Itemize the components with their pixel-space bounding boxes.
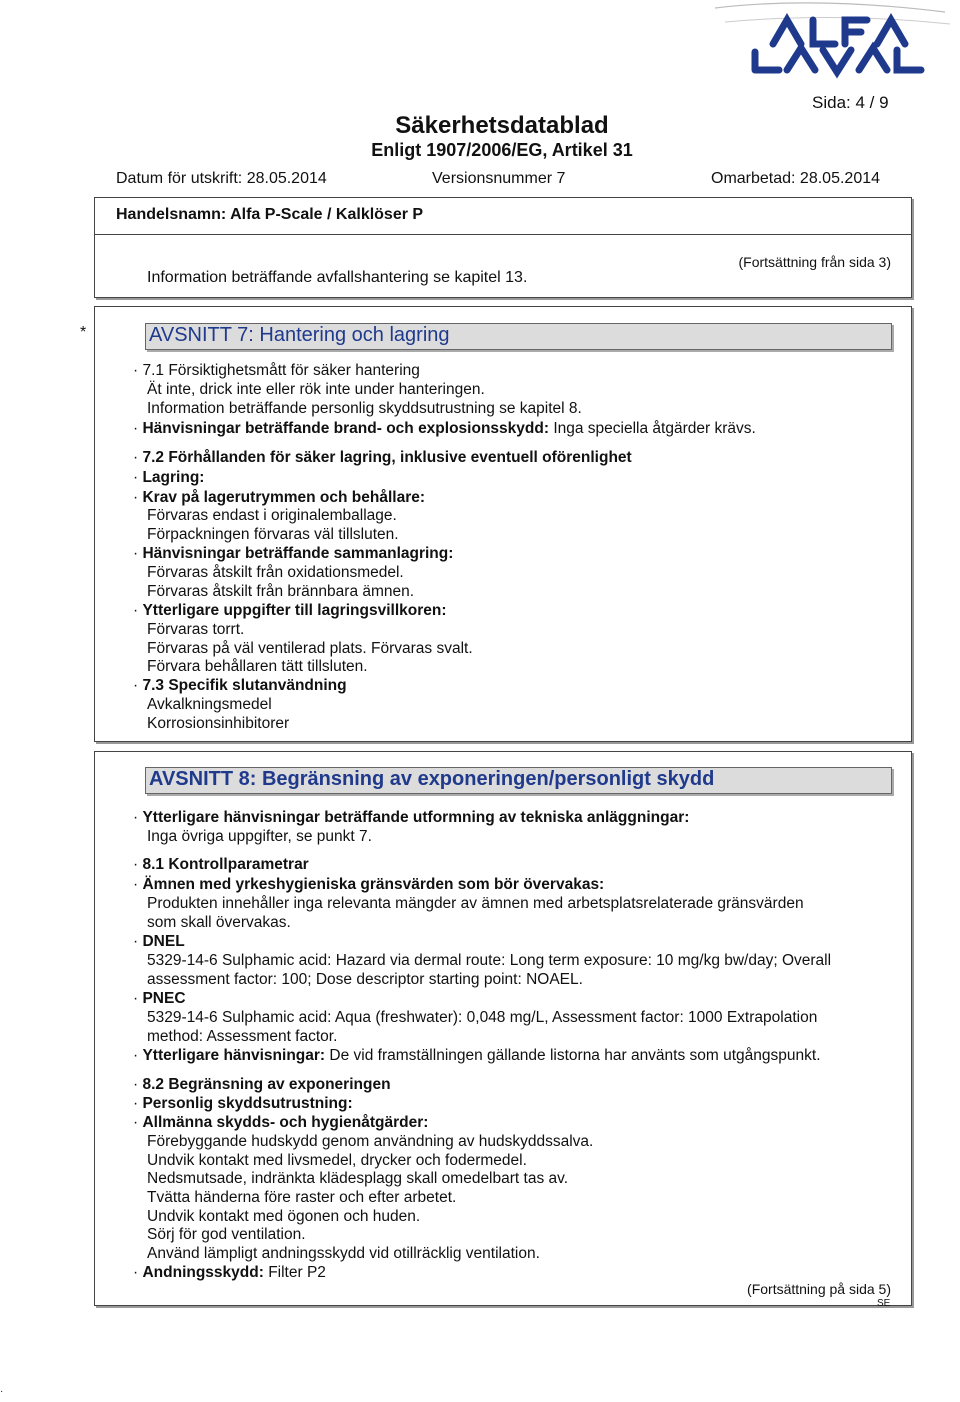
section-8-box <box>94 751 912 1306</box>
hygiene-line: Tvätta händerna före raster och efter arbetet. <box>147 1189 457 1206</box>
hygiene-line: Använd lämpligt andningsskydd vid otillräcklig ventilation. <box>147 1245 540 1262</box>
req-line-1: Förvaras endast i originalemballage. <box>147 507 397 524</box>
document-subtitle: Enligt 1907/2006/EG, Artikel 31 <box>371 140 633 160</box>
trade-name: Handelsnamn: Alfa P-Scale / Kalklöser P <box>116 206 424 223</box>
s71-line-2: Information beträffande personlig skyddsutrustning se kapitel 8. <box>147 400 582 417</box>
pnec-line-2: method: Assessment factor. <box>147 1028 338 1045</box>
respiratory-protection: · Andningsskydd: Filter P2 <box>133 1264 326 1281</box>
limits-line-2: som skall övervakas. <box>147 914 291 931</box>
continued-to-note: (Fortsättning på sida 5) <box>747 1281 891 1297</box>
disposal-info: Information beträffande avfallshantering se kapitel 13. <box>147 269 528 286</box>
print-date: Datum för utskrift: 28.05.2014 <box>116 170 327 187</box>
s81-heading: · 8.1 Kontrollparametrar <box>133 856 309 873</box>
s73-heading: · 7.3 Specifik slutanvändning <box>133 677 347 694</box>
further-line-3: Förvara behållaren tätt tillsluten. <box>147 658 368 675</box>
s71-line-1: Ät inte, drick inte eller rök inte under hanteringen. <box>147 381 485 398</box>
hygiene-line: Undvik kontakt med ögonen och huden. <box>147 1208 421 1225</box>
document-title: Säkerhetsdatablad <box>395 112 609 139</box>
joint-storage: · Hänvisningar beträffande sammanlagring: <box>133 545 454 562</box>
dnel-label: · DNEL <box>133 933 185 950</box>
hygiene-line: Undvik kontakt med livsmedel, drycker och fodermedel. <box>147 1152 527 1169</box>
tech-value: Inga övriga uppgifter, se punkt 7. <box>147 828 372 845</box>
s72-heading: · 7.2 Förhållanden för säker lagring, inklusive eventuell oförenlighet <box>133 449 632 466</box>
req-line-2: Förpackningen förvaras väl tillsluten. <box>147 526 399 543</box>
hygiene-label: · Allmänna skydds- och hygienåtgärder: <box>133 1114 429 1131</box>
corner-mark: · <box>0 1386 4 1397</box>
hygiene-line: Förebyggande hudskydd genom användning av hudskyddssalva. <box>147 1133 594 1150</box>
s73-line-1: Avkalkningsmedel <box>147 696 272 713</box>
dnel-line-2: assessment factor: 100; Dose descriptor starting point: NOAEL. <box>147 971 583 988</box>
pnec-line-1: 5329-14-6 Sulphamic acid: Aqua (freshwater): 0,048 mg/L, Assessment factor: 1000 Extrapolation <box>147 1009 818 1026</box>
section-8-header <box>145 767 892 794</box>
additional-notes: · Ytterligare hänvisningar: De vid framställningen gällande listorna har använts som utgångspunkt. <box>133 1047 821 1064</box>
logo-graphic <box>695 0 960 85</box>
further-line-1: Förvaras torrt. <box>147 621 245 638</box>
limit-values-label: · Ämnen med yrkeshygieniska gränsvärden som bör övervakas: <box>133 876 605 893</box>
s71-heading: · 7.1 Försiktighetsmått för säker hantering <box>133 362 420 379</box>
hygiene-line: Nedsmutsade, indränkta klädesplagg skall omedelbart tas av. <box>147 1170 569 1187</box>
pnec-label: · PNEC <box>133 990 186 1007</box>
section-7-header <box>145 323 892 350</box>
storage-label: · Lagring: <box>133 469 205 486</box>
dnel-line-1: 5329-14-6 Sulphamic acid: Hazard via dermal route: Long term exposure: 10 mg/kg bw/day; Overall <box>147 952 832 969</box>
continued-from-note: (Fortsättning från sida 3) <box>738 254 891 270</box>
s73-line-2: Korrosionsinhibitorer <box>147 715 290 732</box>
section-7-title: AVSNITT 7: Hantering och lagring <box>149 324 450 346</box>
mixed-line-1: Förvaras åtskilt från oxidationsmedel. <box>147 564 404 581</box>
alfa-laval-logo <box>695 0 960 85</box>
page-number: Sida: 4 / 9 <box>812 93 889 112</box>
revision-marker: * <box>80 324 87 341</box>
ppe-label: · Personlig skyddsutrustning: <box>133 1095 353 1112</box>
language-code: SE <box>877 1298 891 1309</box>
fire-protection: · Hänvisningar beträffande brand- och explosionsskydd: Inga speciella åtgärder krävs. <box>133 420 756 437</box>
hygiene-line: Sörj för god ventilation. <box>147 1226 306 1243</box>
section-7-box <box>94 306 912 742</box>
limits-line-1: Produkten innehåller inga relevanta mängder av ämnen med arbetsplatsrelaterade gränsvärden <box>147 895 804 912</box>
mixed-line-2: Förvaras åtskilt från brännbara ämnen. <box>147 583 415 600</box>
further-storage: · Ytterligare uppgifter till lagringsvillkoren: <box>133 602 447 619</box>
divider <box>95 234 911 235</box>
s82-heading: · 8.2 Begränsning av exponeringen <box>133 1076 391 1093</box>
version-number: Versionsnummer 7 <box>432 170 566 187</box>
technical-facilities: · Ytterligare hänvisningar beträffande utformning av tekniska anläggningar: <box>133 809 690 826</box>
further-line-2: Förvaras på väl ventilerad plats. Förvaras svalt. <box>147 640 473 657</box>
container-requirements: · Krav på lagerutrymmen och behållare: <box>133 489 426 506</box>
revised-date: Omarbetad: 28.05.2014 <box>711 170 881 187</box>
section-8-title: AVSNITT 8: Begränsning av exponeringen/personligt skydd <box>149 768 715 790</box>
